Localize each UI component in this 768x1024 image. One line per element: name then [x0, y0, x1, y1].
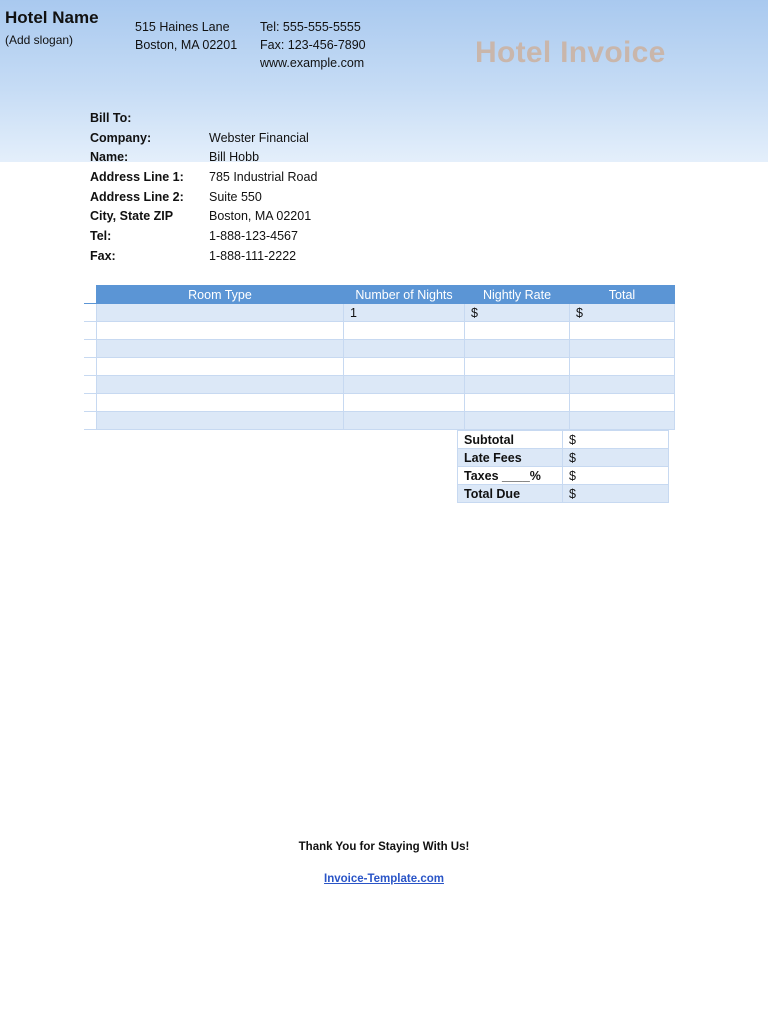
table-row [84, 322, 675, 340]
invoice-title: Hotel Invoice [475, 36, 666, 69]
room-type-cell[interactable] [97, 304, 344, 322]
taxes-value[interactable]: $ [563, 467, 669, 485]
bill-to-row [90, 247, 317, 267]
totals-table [457, 430, 669, 503]
taxes-label: Taxes ____% [458, 467, 563, 485]
room-type-cell[interactable] [97, 340, 344, 358]
hotel-slogan: (Add slogan) [5, 33, 74, 47]
room-charges-table [84, 285, 675, 430]
subtotal-value[interactable]: $ [563, 431, 669, 449]
footer-link-container [0, 873, 768, 885]
bill-to-heading-row [90, 109, 317, 129]
rate-cell[interactable] [465, 412, 570, 430]
subtotal-label: Subtotal [458, 431, 563, 449]
late-fees-label: Late Fees [458, 449, 563, 467]
total-cell[interactable] [570, 322, 675, 340]
table-header-row [84, 286, 675, 304]
hotel-address [135, 18, 237, 54]
nights-cell[interactable] [344, 322, 465, 340]
nights-cell[interactable] [344, 376, 465, 394]
bill-to-label: Tel: [90, 229, 112, 244]
totals-row-subtotal [458, 431, 669, 449]
hotel-website: www.example.com [260, 56, 365, 70]
bill-to-label: Company: [90, 130, 152, 145]
total-cell[interactable] [570, 394, 675, 412]
bill-to-section [90, 109, 317, 267]
rate-cell[interactable] [465, 340, 570, 358]
column-header-nights: Number of Nights [344, 286, 465, 304]
table-row [84, 412, 675, 430]
thank-you-message: Thank You for Staying With Us! [298, 841, 470, 853]
table-row [84, 394, 675, 412]
bill-to-label: City, State ZIP [90, 209, 174, 224]
invoice-template-link[interactable]: Invoice-Template.com [324, 873, 444, 885]
table-row [84, 376, 675, 394]
hotel-name: Hotel Name [5, 8, 99, 27]
bill-to-row [90, 168, 317, 188]
late-fees-value[interactable]: $ [563, 449, 669, 467]
room-type-cell[interactable] [97, 376, 344, 394]
room-type-cell[interactable] [97, 322, 344, 340]
room-type-cell[interactable] [97, 394, 344, 412]
hotel-fax: Fax: 123-456-7890 [260, 38, 366, 52]
column-header-total: Total [570, 286, 675, 304]
table-row [84, 340, 675, 358]
hotel-address-line1: 515 Haines Lane [135, 20, 230, 34]
total-due-label: Total Due [458, 485, 563, 503]
bill-to-value: 785 Industrial Road [209, 170, 318, 185]
bill-to-label: Name: [90, 150, 129, 165]
room-type-cell[interactable] [97, 358, 344, 376]
total-cell[interactable] [570, 340, 675, 358]
total-cell[interactable] [570, 376, 675, 394]
bill-to-row [90, 148, 317, 168]
hotel-address-line2: Boston, MA 02201 [135, 38, 238, 52]
bill-to-value: 1-888-123-4567 [209, 229, 298, 244]
total-cell[interactable] [570, 412, 675, 430]
rate-cell[interactable] [465, 322, 570, 340]
rate-cell[interactable]: $ [465, 304, 570, 322]
bill-to-row [90, 188, 317, 208]
total-due-value[interactable]: $ [563, 485, 669, 503]
hotel-tel: Tel: 555-555-5555 [260, 20, 361, 34]
nights-cell[interactable] [344, 340, 465, 358]
room-type-cell[interactable] [97, 412, 344, 430]
column-header-room-type: Room Type [97, 286, 344, 304]
bill-to-label: Address Line 1: [90, 170, 184, 185]
bill-to-row [90, 207, 317, 227]
totals-row-total-due [458, 485, 669, 503]
bill-to-row [90, 129, 317, 149]
nights-cell[interactable] [344, 358, 465, 376]
bill-to-value: 1-888-111-2222 [209, 248, 297, 263]
nights-cell[interactable]: 1 [344, 304, 465, 322]
column-header-rate: Nightly Rate [465, 286, 570, 304]
totals-row-taxes [458, 467, 669, 485]
bill-to-value: Webster Financial [209, 130, 309, 145]
table-row [84, 304, 675, 322]
bill-to-value: Bill Hobb [209, 150, 260, 165]
bill-to-label: Fax: [90, 248, 116, 263]
bill-to-label: Address Line 2: [90, 189, 184, 204]
rate-cell[interactable] [465, 376, 570, 394]
bill-to-heading: Bill To: [90, 111, 132, 125]
nights-cell[interactable] [344, 412, 465, 430]
table-row [84, 358, 675, 376]
totals-row-late-fees [458, 449, 669, 467]
total-cell[interactable] [570, 358, 675, 376]
total-cell[interactable]: $ [570, 304, 675, 322]
rate-cell[interactable] [465, 358, 570, 376]
hotel-contact [260, 18, 366, 72]
rate-cell[interactable] [465, 394, 570, 412]
bill-to-value: Suite 550 [209, 189, 262, 204]
nights-cell[interactable] [344, 394, 465, 412]
bill-to-value: Boston, MA 02201 [209, 209, 312, 224]
bill-to-row [90, 227, 317, 247]
